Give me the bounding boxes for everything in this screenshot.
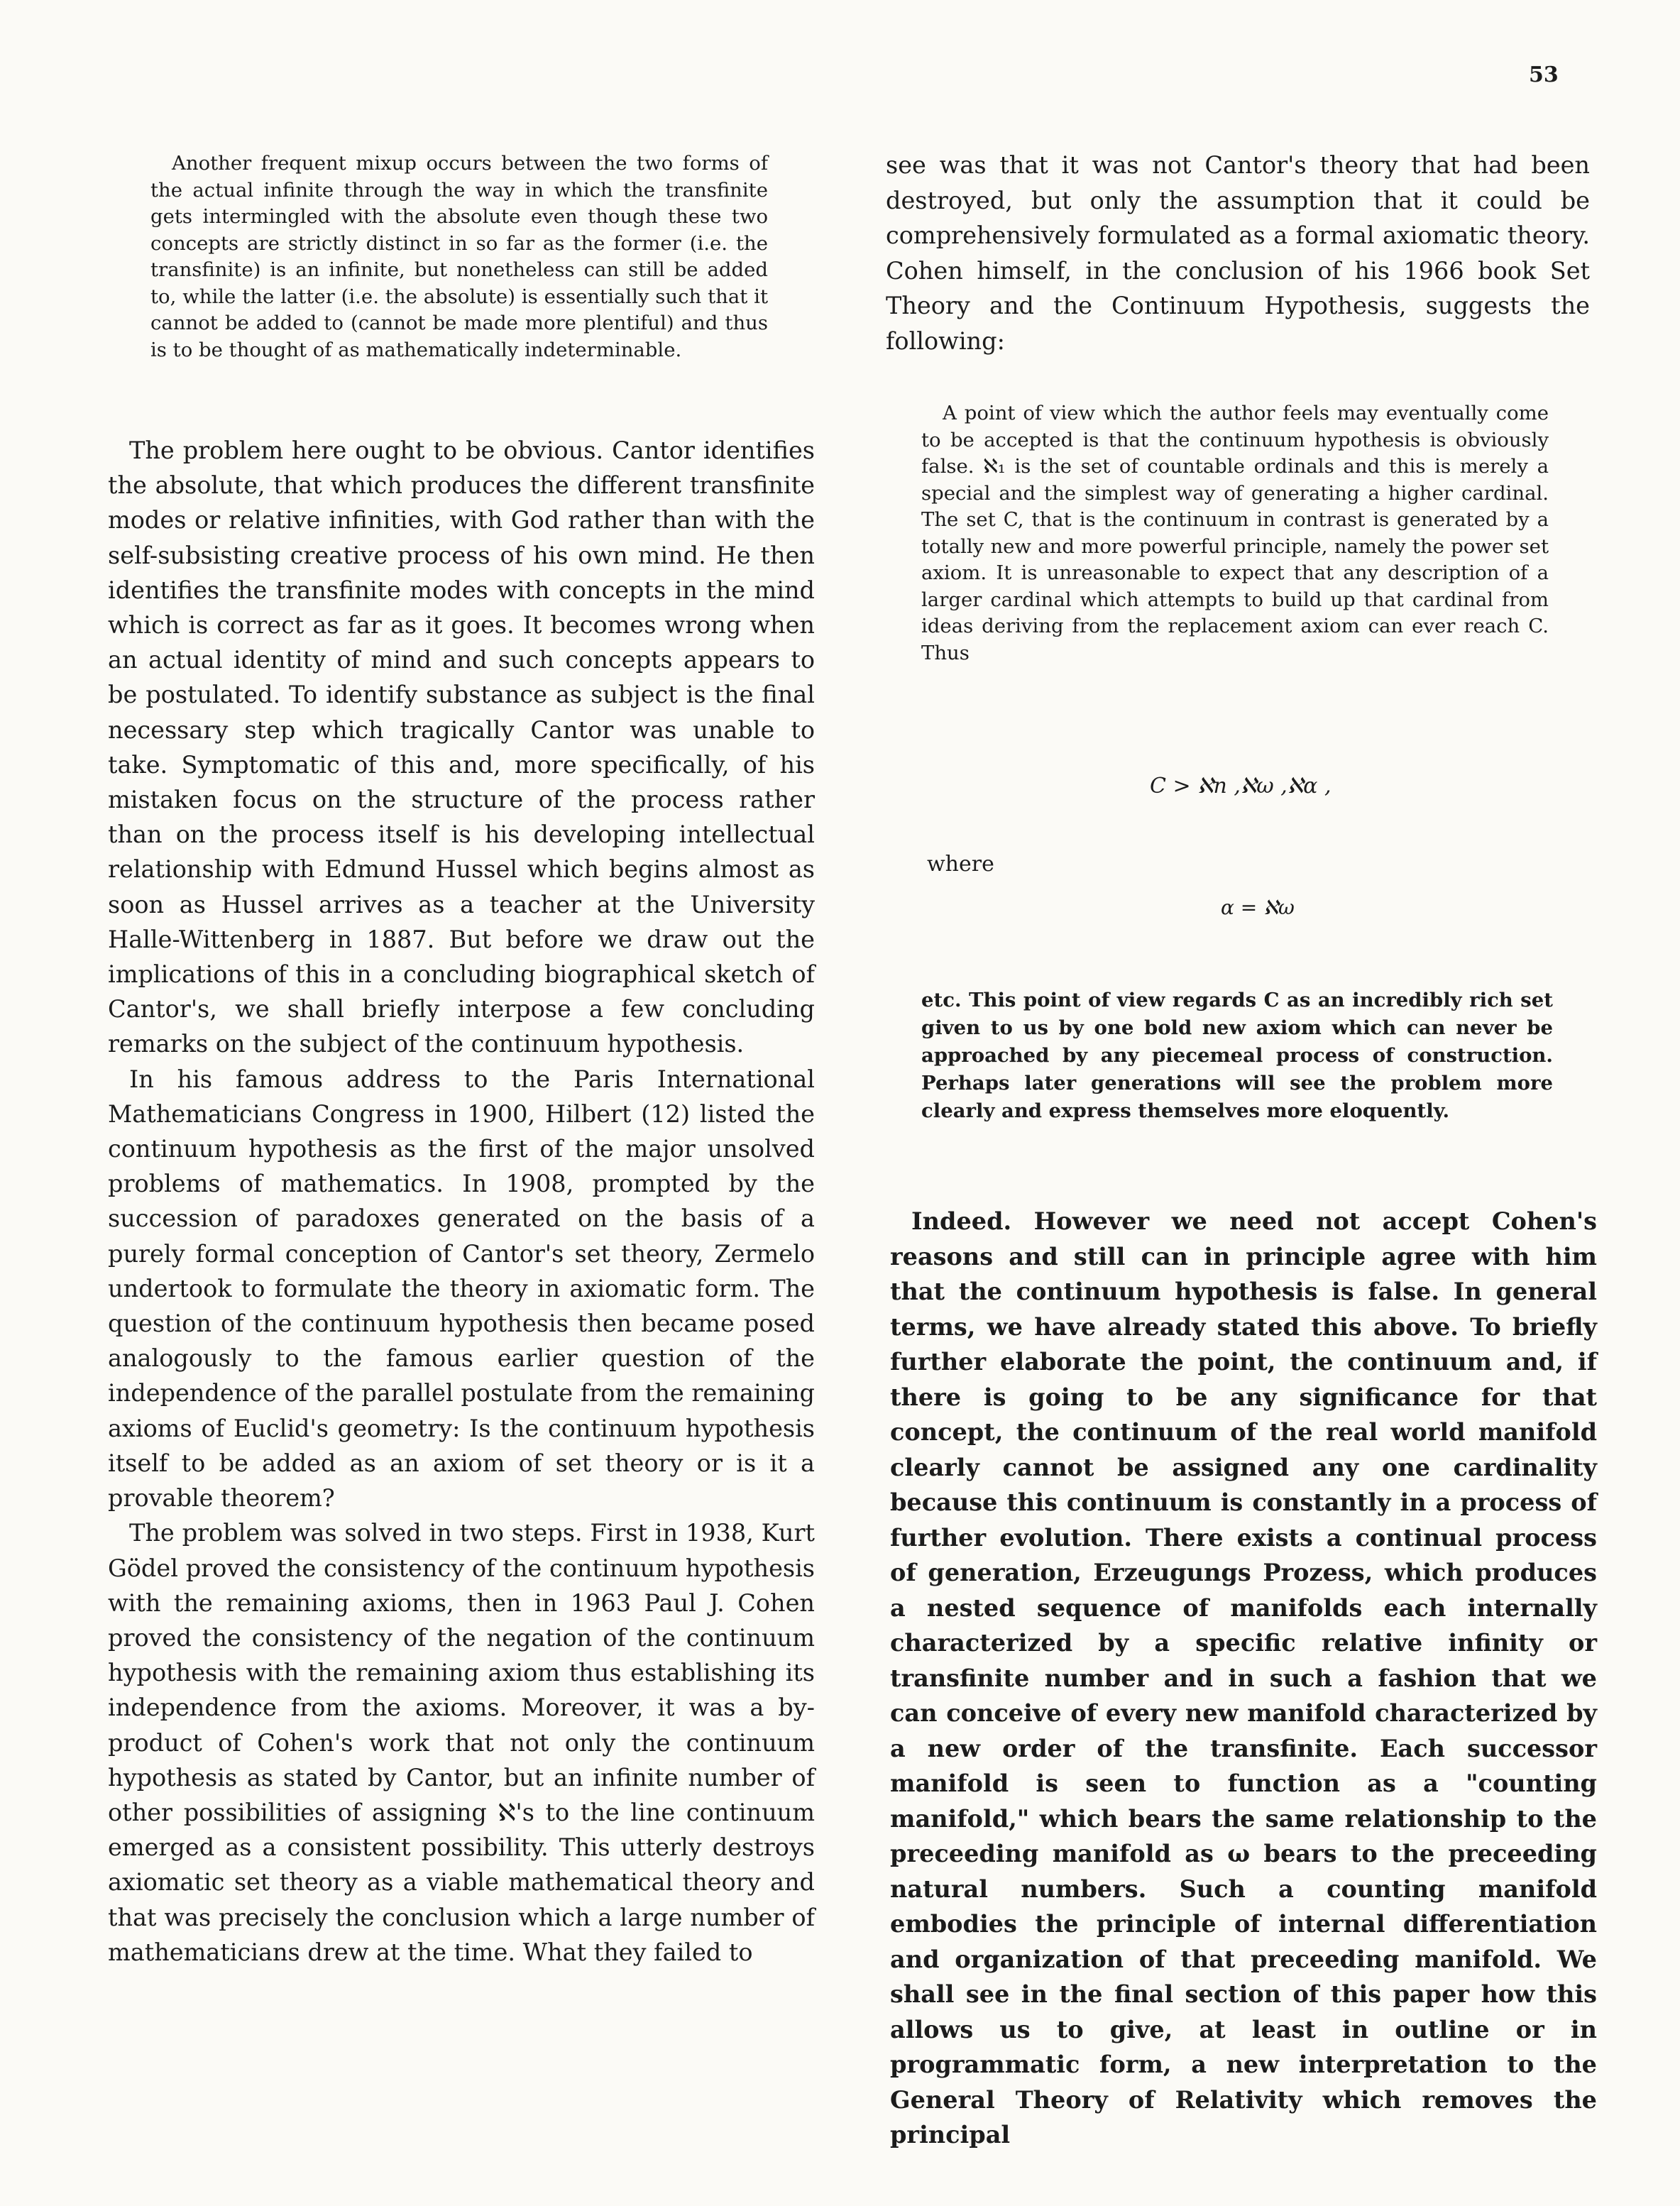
paragraph: see was that it was not Cantor's theory that had been destroyed, but only the assumption that it could be comprehensively formulated as a formal axiomatic theory. Cohen himself, in the conclusion of his 1966 book Set Theory and the Continuum Hypothesis, suggests the following: [886, 151, 1590, 355]
math-formula: α = ℵω [1221, 896, 1295, 919]
paragraph: In his famous address to the Paris International Mathematicians Congress in 1900, Hilbert (12) listed the continuum hypothesis as the first of the major unsolved problems of mathematics. In 1908, prompted by the succession of paradoxes generated on the basis of a purely formal conception of Cantor's set theory, Zermelo undertook to formulate the theory in axiomatic form. The question of the continuum hypothesis then became posed analogously to the famous earlier question of the independence of the parallel postulate from the remaining axioms of Euclid's geometry: Is the continuum hypothesis itself to be added as an axiom of set theory or is it a provable theorem? [108, 1065, 815, 1513]
block-quote [150, 150, 768, 363]
page-number: 53 [1529, 62, 1559, 87]
math-formula: C > ℵn ,ℵω ,ℵα , [1150, 774, 1332, 799]
paragraph: The problem here ought to be obvious. Cantor identifies the absolute, that which produces the different transfinite modes or relative infinities, with God rather than with the self-subsisting creative process of his own mind. He then identifies the transfinite modes with concepts in the mind which is correct as far as it goes. It becomes wrong when an actual identity of mind and such concepts appears to be postulated. To identify substance as subject is the final necessary step which tragically Cantor was unable to take. Symptomatic of this and, more specifically, of his mistaken focus on the structure of the process rather than on the process itself is his developing intellectual relationship with Edmund Hussel which begins almost as soon as Hussel arrives as a teacher at the University Halle-Wittenberg in 1887. But before we draw out the implications of this in a concluding biographical sketch of Cantor's, we shall briefly interpose a few concluding remarks on the subject of the continuum hypothesis. [108, 437, 815, 1058]
paragraph: Indeed. However we need not accept Cohen's reasons and still can in principle agree with him that the continuum hypothesis is false. In general terms, we have already stated this above. To briefly further elaborate the point, the continuum and, if there is going to be any significance for that concept, the continuum of the real world manifold clearly cannot be assigned any one cardinality because this continuum is constantly in a process of further evolution. There exists a continual process of generation, Erzeugungs Prozess, which produces a nested sequence of manifolds each internally characterized by a specific relative infinity or transfinite number and in such a fashion that we can conceive of every new manifold characterized by a new order of the transfinite. Each successor manifold is seen to function as a "counting manifold," which bears the same relationship to the preceeding manifold as ω bears to the preceeding natural numbers. Such a counting manifold embodies the principle of internal differentiation and organization of that preceeding manifold. We shall see in the final section of this paper how this allows us to give, at least in outline or in programmatic form, a new interpretation to the General Theory of Relativity which removes the principal [890, 1207, 1597, 2149]
where-label: where [927, 852, 994, 877]
paragraph: The problem was solved in two steps. First in 1938, Kurt Gödel proved the consistency of the continuum hypothesis with the remaining axioms, then in 1963 Paul J. Cohen proved the consistency of the negation of the continuum hypothesis with the remaining axiom thus establishing its independence from the axioms. Moreover, it was a by-product of Cohen's work that not only the continuum hypothesis as stated by Cantor, but an infinite number of other possibilities of assigning ℵ's to the line continuum emerged as a consistent possibility. This utterly destroys axiomatic set theory as a viable mathematical theory and that was precisely the conclusion which a large number of mathematicians drew at the time. What they failed to [108, 1519, 815, 1966]
left-column-body [108, 433, 815, 1970]
right-column-body [890, 1204, 1597, 2153]
quote-text: etc. This point of view regards C as an incredibly rich set given to us by one bold new axiom which can never be approached by any piecemeal process of construction. Perhaps later generations will see the problem more clearly and express themselves more eloquently. [921, 989, 1553, 1122]
block-quote [921, 400, 1549, 666]
right-column-intro [886, 148, 1590, 358]
quote-text: Another frequent mixup occurs between the two forms of the actual infinite through the way in which the transfinite gets intermingled with the absolute even though these two concepts are strictly distinct in so far as the former (i.e. the transfinite) is an infinite, but nonetheless can still be added to, while the latter (i.e. the absolute) is essentially such that it cannot be added to (cannot be made more plentiful) and thus is to be thought of as mathematically indeterminable. [150, 152, 768, 361]
block-quote-continuation [921, 987, 1553, 1125]
quote-text: A point of view which the author feels may eventually come to be accepted is that the continuum hypothesis is obviously false. ℵ₁ is the set of countable ordinals and this is merely a special and the simplest way of generating a higher cardinal. The set C, that is the continuum in contrast is generated by a totally new and more powerful principle, namely the power set axiom. It is unreasonable to expect that any description of a larger cardinal which attempts to build up that cardinal from ideas deriving from the replacement axiom can ever reach C. Thus [921, 402, 1549, 664]
